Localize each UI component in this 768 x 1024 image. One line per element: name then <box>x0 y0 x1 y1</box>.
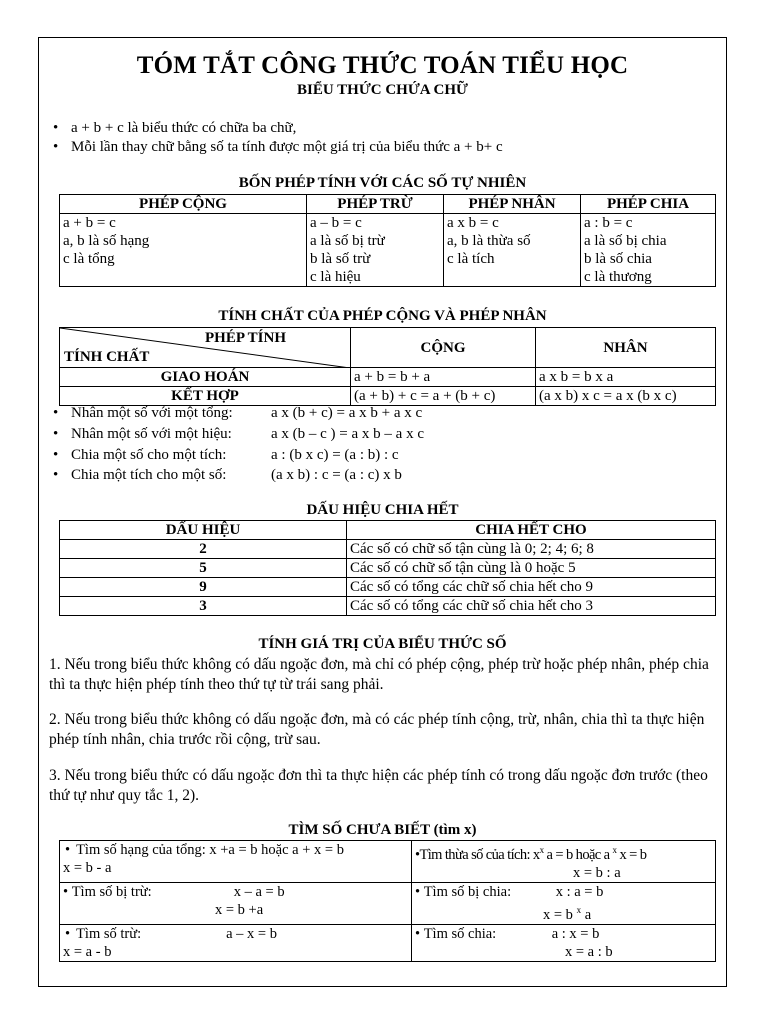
prop-add: a + b = b + a <box>351 368 536 387</box>
findx-dividend-cell: • Tìm số bị chia: x : a = b x = b $^x$ a <box>412 882 716 924</box>
rule-item: • Chia một số cho một tích: a : (b x c) = (a : b) : c <box>53 447 399 463</box>
prop-add: (a + b) + c = a + (b + c) <box>351 387 536 406</box>
ops-cell-sub: a – b = c a là số bị trừ b là số trừ c là hiệu <box>307 214 444 287</box>
props-header-mul: NHÂN <box>536 328 716 368</box>
findx-heading: TÌM SỐ CHƯA BIẾT (tìm x) <box>288 822 477 838</box>
diag-top-label: PHÉP TÍNH <box>205 330 286 346</box>
div-desc: Các số có chữ số tận cùng là 0 hoặc 5 <box>347 559 716 578</box>
findx-divisor-cell: • Tìm số chia: a : x = b x = a : b <box>412 924 716 961</box>
div-desc: Các số có tổng các chữ số chia hết cho 3 <box>347 597 716 616</box>
ops-header-div: PHÉP CHIA <box>581 195 716 214</box>
intro-bullet: • Mỗi lần thay chữ bằng số ta tính được một giá trị của biểu thức a + b+ c <box>53 139 503 155</box>
divisibility-table <box>59 520 716 616</box>
divisibility-heading: DẤU HIỆU CHIA HẾT <box>306 502 459 518</box>
intro-bullet: • a + b + c là biểu thức có chữa ba chữ, <box>53 120 297 136</box>
evaluate-rule-3: 3. Nếu trong biểu thức có dấu ngoặc đơn thì ta thực hiện các phép tính có trong dấu ngoặc đơn trước (theo thứ tự như quy tắc 1, 2). <box>49 767 708 804</box>
div-sign: 3 <box>60 597 347 616</box>
props-heading: TÍNH CHẤT CỦA PHÉP CỘNG VÀ PHÉP NHÂN <box>218 308 547 324</box>
div-header-sign: DẤU HIỆU <box>60 521 347 540</box>
evaluate-rule-2: 2. Nếu trong biểu thức không có dấu ngoặc đơn, mà có các phép tính cộng, trừ, nhân, chia thì ta thực hiện phép tính nhân, chia trước rồi cộng, trừ sau. <box>49 711 705 748</box>
diag-bottom-label: TÍNH CHẤT <box>64 349 150 365</box>
diagonal-header-cell <box>60 328 351 368</box>
rule-item: • Nhân một số với một hiệu: a x (b – c ) = a x b – a x c <box>53 426 424 442</box>
properties-table <box>59 327 716 406</box>
props-header-add: CỘNG <box>351 328 536 368</box>
operations-table <box>59 194 716 287</box>
findx-minuend-cell: • Tìm số bị trừ: x – a = b x = b +a <box>60 882 412 924</box>
findx-addend-cell: • Tìm số hạng của tổng: x +a = b hoặc a + x = b x = b - a <box>60 841 412 883</box>
div-desc: Các số có chữ số tận cùng là 0; 2; 4; 6; 8 <box>347 540 716 559</box>
document-page <box>38 37 727 987</box>
prop-name: KẾT HỢP <box>60 387 351 406</box>
div-sign: 9 <box>60 578 347 597</box>
page-subtitle: BIỂU THỨC CHỨA CHỮ <box>297 82 468 98</box>
rule-item: • Nhân một số với một tổng: a x (b + c) = a x b + a x c <box>53 405 423 421</box>
div-desc: Các số có tổng các chữ số chia hết cho 9 <box>347 578 716 597</box>
ops-header-add: PHÉP CỘNG <box>60 195 307 214</box>
prop-mul: a x b = b x a <box>536 368 716 387</box>
page-title: TÓM TẮT CÔNG THỨC TOÁN TIỂU HỌC <box>136 52 629 79</box>
ops-heading: BỐN PHÉP TÍNH VỚI CÁC SỐ TỰ NHIÊN <box>238 175 527 191</box>
evaluate-rule-1: 1. Nếu trong biểu thức không có dấu ngoặc đơn, mà chỉ có phép cộng, phép trừ hoặc phép nhân, phép chia thì ta thực hiện phép tính theo thứ tự từ trái sang phải. <box>49 656 709 693</box>
div-sign: 5 <box>60 559 347 578</box>
div-header-desc: CHIA HẾT CHO <box>347 521 716 540</box>
findx-factor-cell: •Tìm thừa số của tích: $x^x$ a = b hoặc a $^x$ x = b x = b : a <box>412 841 716 883</box>
find-x-table <box>59 840 716 962</box>
div-sign: 2 <box>60 540 347 559</box>
ops-header-mul: PHÉP NHÂN <box>444 195 581 214</box>
findx-subtrahend-cell: • Tìm số trừ: a – x = b x = a - b <box>60 924 412 961</box>
ops-header-sub: PHÉP TRỪ <box>307 195 444 214</box>
rule-item: • Chia một tích cho một số: (a x b) : c = (a : c) x b <box>53 467 402 483</box>
ops-cell-mul: a x b = c a, b là thừa số c là tích <box>444 214 581 287</box>
evaluate-heading: TÍNH GIÁ TRỊ CỦA BIỂU THỨC SỐ <box>258 636 507 652</box>
ops-cell-add: a + b = c a, b là số hạng c là tổng <box>60 214 307 287</box>
ops-cell-div: a : b = c a là số bị chia b là số chia c là thương <box>581 214 716 287</box>
prop-name: GIAO HOÁN <box>60 368 351 387</box>
prop-mul: (a x b) x c = a x (b x c) <box>536 387 716 406</box>
